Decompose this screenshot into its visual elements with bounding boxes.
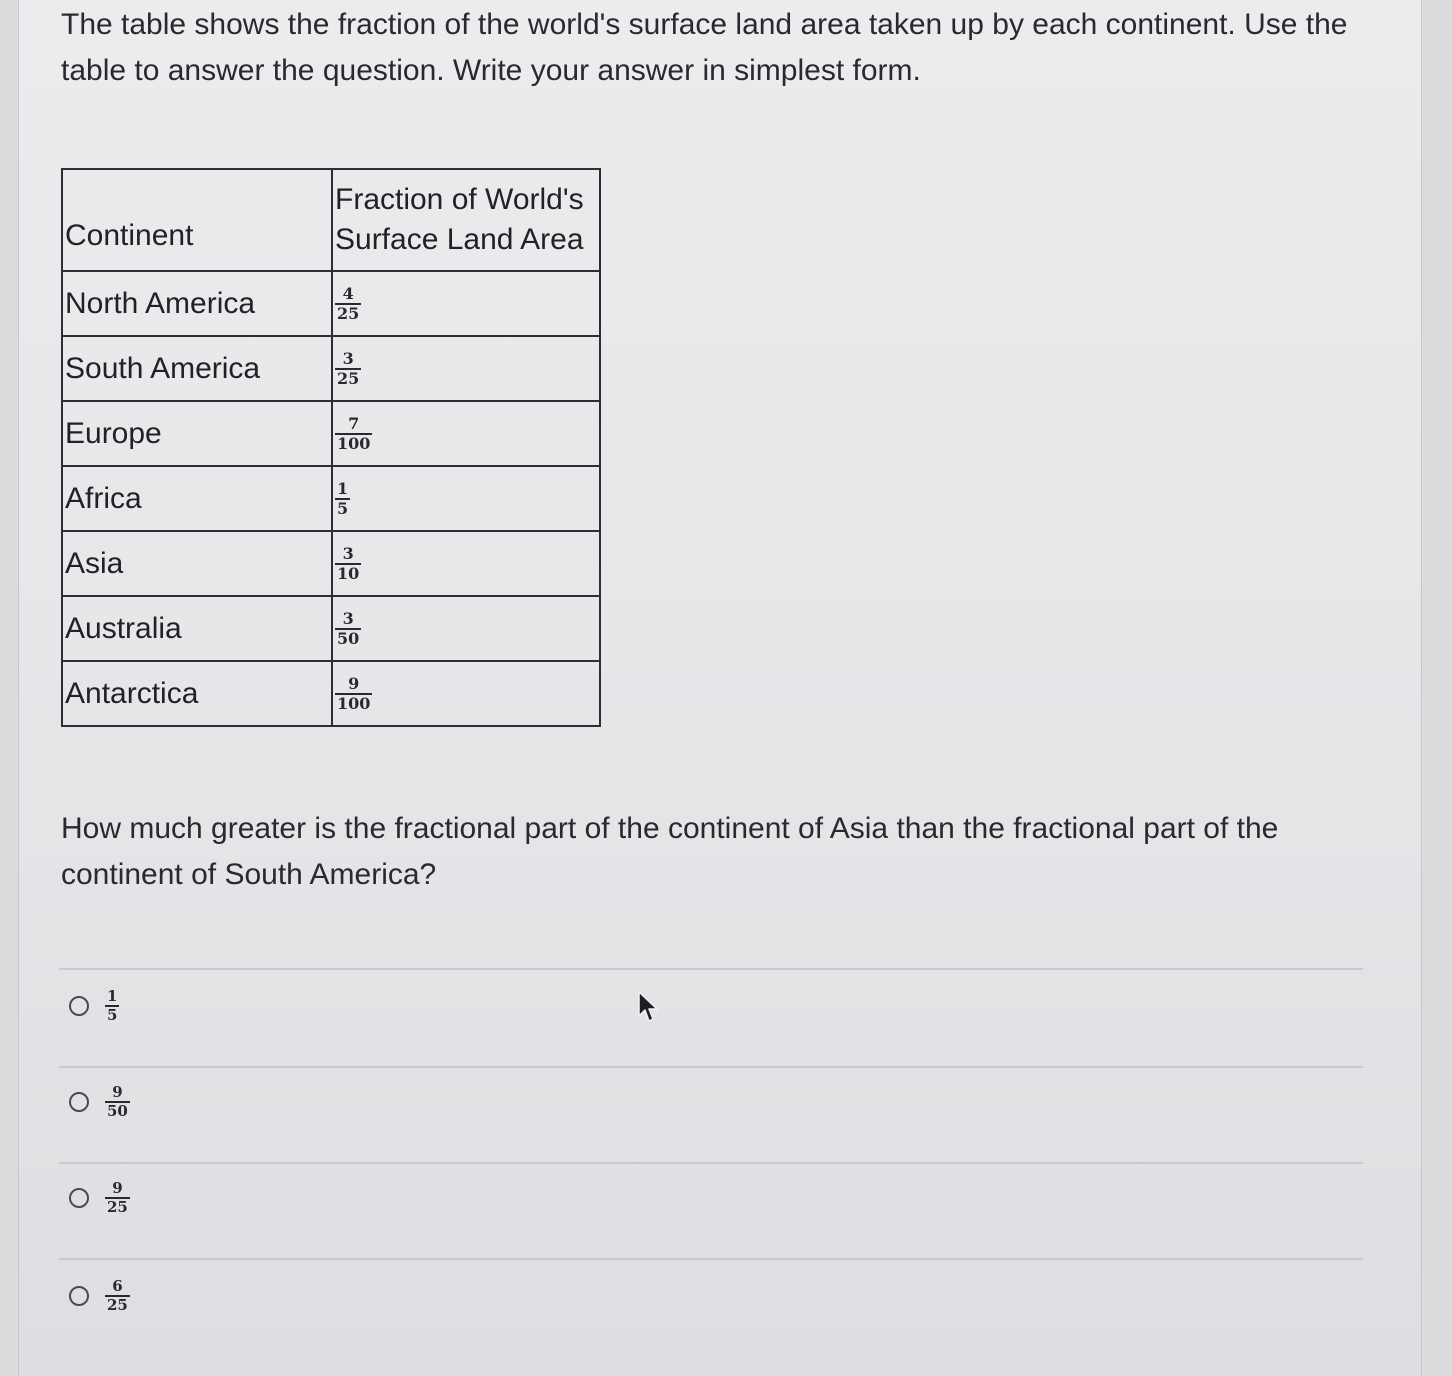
fraction <box>335 610 361 648</box>
continent-name: South America <box>62 336 332 401</box>
numerator: 9 <box>348 673 360 693</box>
radio-button-icon[interactable] <box>69 1092 89 1112</box>
fraction <box>335 285 361 323</box>
fraction-value <box>332 596 600 661</box>
header-continent: Continent <box>62 169 332 271</box>
numerator: 1 <box>337 478 349 498</box>
numerator: 9 <box>112 1179 123 1197</box>
numerator: 3 <box>342 543 354 563</box>
table-header-row <box>62 169 600 271</box>
radio-button-icon[interactable] <box>69 1286 89 1306</box>
fraction <box>335 545 361 583</box>
fraction <box>335 415 372 453</box>
table-row <box>62 661 600 726</box>
continent-name: Africa <box>62 466 332 531</box>
denominator: 5 <box>337 498 349 518</box>
fraction <box>335 480 350 518</box>
numerator: 3 <box>342 348 354 368</box>
denominator: 10 <box>337 563 360 583</box>
header-fraction-line2: Surface Land Area <box>335 223 584 256</box>
table-row <box>62 271 600 336</box>
continent-name: Europe <box>62 401 332 466</box>
fraction-value <box>332 271 600 336</box>
instructions-text: The table shows the fraction of the world's surface land area taken up by each continent. Use the table to answer the question. Write your answer in simplest form. <box>61 8 1348 87</box>
answer-option-4[interactable] <box>69 1278 130 1314</box>
denominator: 25 <box>107 1198 128 1216</box>
table-row <box>62 401 600 466</box>
table-row <box>62 336 600 401</box>
denominator: 100 <box>337 693 371 713</box>
option-divider <box>59 968 1363 970</box>
option-fraction <box>105 1180 130 1216</box>
table-row <box>62 596 600 661</box>
option-divider <box>59 1066 1363 1068</box>
continent-name: Antarctica <box>62 661 332 726</box>
denominator: 25 <box>337 303 360 323</box>
option-divider <box>59 1258 1363 1260</box>
fraction-value <box>332 466 600 531</box>
continent-name: North America <box>62 271 332 336</box>
numerator: 6 <box>112 1277 123 1295</box>
table-row <box>62 531 600 596</box>
question-page <box>18 0 1422 1376</box>
fraction-value <box>332 336 600 401</box>
radio-button-icon[interactable] <box>69 1188 89 1208</box>
answer-option-2[interactable] <box>69 1084 130 1120</box>
answer-option-1[interactable] <box>69 988 119 1024</box>
fraction <box>335 350 361 388</box>
fraction <box>335 675 372 713</box>
denominator: 5 <box>107 1006 118 1024</box>
continent-name: Asia <box>62 531 332 596</box>
answer-option-3[interactable] <box>69 1180 130 1216</box>
numerator: 7 <box>348 413 360 433</box>
numerator: 3 <box>342 608 354 628</box>
numerator: 1 <box>107 987 118 1005</box>
fraction-value <box>332 531 600 596</box>
table-row <box>62 466 600 531</box>
continent-fraction-table <box>61 168 601 727</box>
option-fraction <box>105 988 119 1024</box>
option-fraction <box>105 1278 130 1314</box>
option-divider <box>59 1162 1363 1164</box>
header-fraction-line1: Fraction of World's <box>335 183 584 216</box>
continent-name: Australia <box>62 596 332 661</box>
denominator: 50 <box>337 628 360 648</box>
question-text: How much greater is the fractional part of the continent of Asia than the fractional part of the continent of South America? <box>61 812 1279 891</box>
option-fraction <box>105 1084 130 1120</box>
numerator: 9 <box>112 1083 123 1101</box>
radio-button-icon[interactable] <box>69 996 89 1016</box>
header-fraction <box>332 169 600 271</box>
denominator: 25 <box>337 368 360 388</box>
mouse-pointer-icon <box>637 990 659 1024</box>
fraction-value <box>332 661 600 726</box>
denominator: 100 <box>337 433 371 453</box>
fraction-value <box>332 401 600 466</box>
denominator: 25 <box>107 1296 128 1314</box>
denominator: 50 <box>107 1102 128 1120</box>
numerator: 4 <box>342 283 354 303</box>
